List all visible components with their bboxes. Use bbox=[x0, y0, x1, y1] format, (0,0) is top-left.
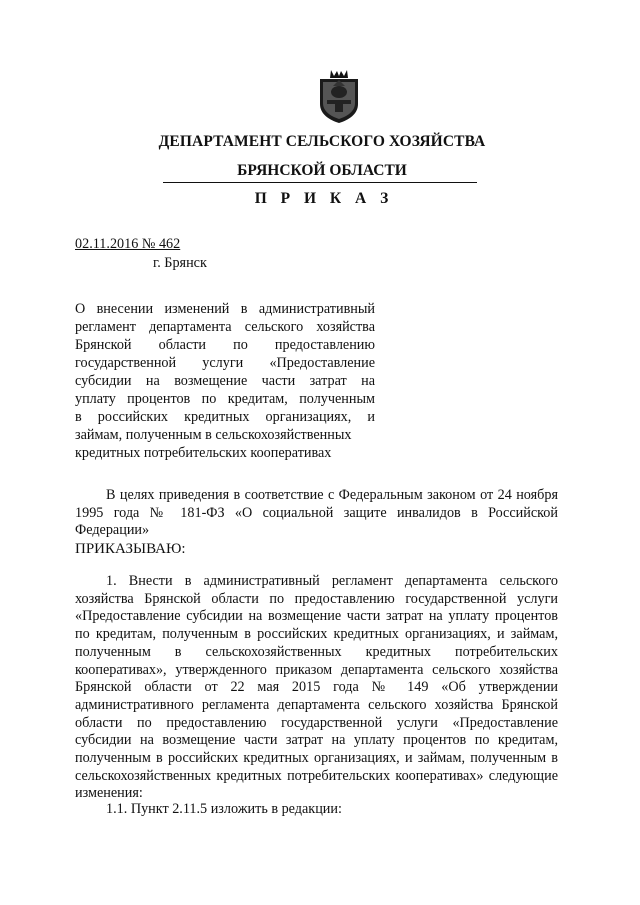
subject-line: займам, полученным в сельскохозяйственных bbox=[75, 427, 352, 443]
subject-line: в российских кредитных организациях, и bbox=[75, 409, 375, 425]
document-type-title: П Р И К А З bbox=[254, 190, 394, 207]
department-name-line1: ДЕПАРТАМЕНТ СЕЛЬСКОГО ХОЗЯЙСТВА bbox=[158, 133, 486, 150]
department-name-line2: БРЯНСКОЙ ОБЛАСТИ bbox=[237, 162, 407, 179]
item-1-paragraph: 1. Внести в административный регламент департамента сельского хозяйства Брянской области по предоставлению государственной услуги «Предоставление субсидии на возмещение части затрат на уплату процентов по кредитам, полученным в российских кредитных организациях, и займам, полученным в сельскохозяйственных кредитных потребительских кооперативах», утвержденного приказом департамента сельского хозяйства Брянской области от 22 мая 2015 года № 149 «Об утверждении административного регламента департамента сельского хозяйства Брянской области по предоставлению государственной услуги «Предоставление субсидии на возмещение части затрат на уплату процентов по кредитам, полученным в российских кредитных организациях, и займам, полученным в сельскохозяйственных кредитных потребительских кооперативах» следующие изменения: bbox=[75, 573, 558, 802]
order-city: г. Брянск bbox=[153, 255, 207, 271]
header-divider bbox=[163, 182, 477, 183]
item-1-1-paragraph: 1.1. Пункт 2.11.5 изложить в редакции: bbox=[106, 801, 342, 817]
subject-line: Брянской области по предоставлению bbox=[75, 337, 375, 353]
subject-line: субсидии на возмещение части затрат на bbox=[75, 373, 375, 389]
subject-line: О внесении изменений в административный bbox=[75, 301, 375, 317]
subject-line: кредитных потребительских кооперативах bbox=[75, 445, 332, 461]
directive-heading: ПРИКАЗЫВАЮ: bbox=[75, 541, 186, 557]
order-date-number: 02.11.2016 № 462 bbox=[75, 236, 181, 252]
subject-line: регламент департамента сельского хозяйства bbox=[75, 319, 375, 335]
preamble-paragraph: В целях приведения в соответствие с Федеральным законом от 24 ноября 1995 года № 181-ФЗ «О социальной защите инвалидов в Российской Федерации» bbox=[75, 487, 558, 539]
order-subject bbox=[75, 300, 375, 462]
bryansk-coat-of-arms-icon bbox=[315, 68, 363, 124]
subject-line: государственной услуги «Предоставление bbox=[75, 355, 375, 371]
subject-line: уплату процентов по кредитам, полученным bbox=[75, 391, 375, 407]
